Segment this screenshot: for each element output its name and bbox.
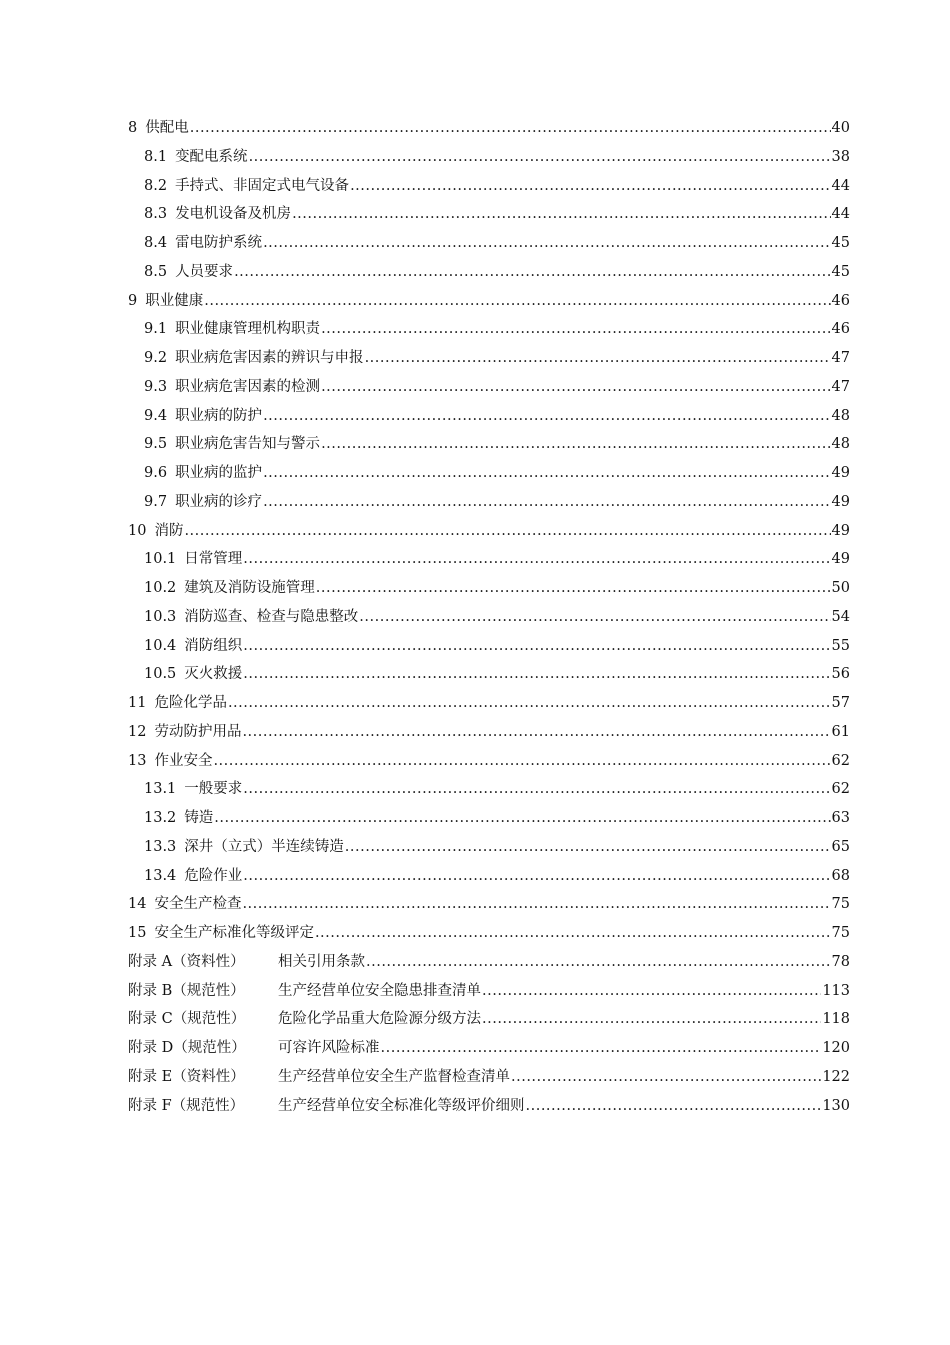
toc-entry-title: 相关引用条款	[278, 953, 365, 970]
toc-entry-number: 9.4	[144, 407, 168, 424]
toc-entry-page-number: 48	[831, 436, 850, 453]
toc-entry-title: 职业病危害因素的辨识与申报	[175, 350, 364, 366]
toc-entry-number: 9.1	[144, 321, 168, 338]
toc-entry-title: 消防组织	[184, 637, 243, 654]
dot-leader	[526, 1092, 822, 1121]
toc-entry[interactable]	[128, 718, 850, 747]
toc-entry-page-number: 48	[831, 407, 850, 424]
toc-entry-number: 10.2	[144, 580, 177, 596]
dot-leader	[243, 632, 830, 661]
toc-entry-page-number: 113	[822, 982, 850, 999]
toc-entry-number: 15	[128, 925, 147, 941]
toc-entry-title: 日常管理	[184, 551, 243, 568]
toc-entry-number: 13	[128, 752, 147, 769]
dot-leader	[214, 804, 830, 833]
dot-leader	[242, 890, 830, 919]
toc-entry-title: 危险化学品	[154, 695, 227, 711]
toc-entry-page-number: 45	[831, 235, 850, 251]
toc-appendix-entry[interactable]	[128, 977, 850, 1006]
toc-entry-title: 生产经营单位安全标准化等级评价细则	[278, 1097, 525, 1114]
toc-entry-page-number: 47	[831, 378, 850, 395]
dot-leader	[365, 344, 831, 373]
toc-entry-number: 8	[128, 120, 138, 136]
toc-entry[interactable]	[128, 402, 850, 431]
toc-entry-title: 作业安全	[154, 752, 213, 769]
dot-leader	[292, 200, 830, 229]
toc-entry-title: 雷电防护系统	[175, 235, 263, 251]
toc-entry-number: 9.5	[144, 436, 168, 453]
toc-entry-number: 9	[128, 292, 138, 309]
toc-entry-title: 建筑及消防设施管理	[184, 580, 315, 596]
toc-entry-title: 安全生产标准化等级评定	[154, 925, 314, 941]
dot-leader	[242, 718, 830, 747]
toc-entry-number: 14	[128, 896, 147, 913]
toc-entry-number: 8.2	[144, 177, 168, 194]
toc-entry[interactable]	[128, 344, 850, 373]
toc-entry-title: 职业健康	[145, 292, 204, 309]
toc-entry-number: 附录 D（规范性）	[128, 1040, 246, 1056]
toc-entry[interactable]	[128, 200, 850, 229]
dot-leader	[243, 775, 830, 804]
dot-leader	[249, 143, 831, 172]
toc-entry-number: 9.6	[144, 465, 168, 481]
dot-leader	[366, 948, 831, 977]
toc-entry[interactable]	[128, 517, 850, 546]
toc-entry-page-number: 65	[831, 838, 850, 855]
dot-leader	[243, 545, 830, 574]
toc-appendix-entry[interactable]	[128, 1005, 850, 1034]
toc-entry-title: 职业病的防护	[175, 407, 263, 424]
toc-entry-number: 11	[128, 695, 147, 711]
toc-entry-title: 变配电系统	[175, 148, 248, 165]
table-of-contents	[128, 114, 850, 1120]
toc-entry-title: 职业病的诊疗	[175, 493, 263, 510]
toc-entry-number: 8.4	[144, 235, 168, 251]
toc-entry[interactable]	[128, 833, 850, 862]
toc-entry-page-number: 57	[831, 695, 850, 711]
toc-entry[interactable]	[128, 315, 850, 344]
toc-entry-title: 生产经营单位安全生产监督检查清单	[278, 1068, 510, 1085]
toc-entry-title: 消防	[154, 522, 184, 539]
toc-entry-number: 13.1	[144, 781, 177, 798]
toc-entry-number: 9.3	[144, 378, 168, 395]
toc-entry-page-number: 75	[831, 896, 850, 913]
toc-entry-page-number: 130	[822, 1097, 850, 1114]
toc-entry-title: 职业病危害因素的检测	[175, 378, 321, 395]
toc-entry-title: 供配电	[145, 120, 189, 136]
toc-entry-number: 附录 E（资料性）	[128, 1068, 245, 1085]
toc-entry[interactable]	[128, 287, 850, 316]
toc-entry-page-number: 68	[831, 867, 850, 884]
dot-leader	[350, 172, 830, 201]
toc-entry[interactable]	[128, 747, 850, 776]
toc-entry-page-number: 47	[831, 350, 850, 366]
toc-entry-title: 发电机设备及机房	[175, 206, 292, 223]
toc-entry-page-number: 49	[831, 522, 850, 539]
dot-leader	[204, 287, 830, 316]
toc-entry[interactable]	[128, 603, 850, 632]
toc-entry-page-number: 55	[831, 637, 850, 654]
dot-leader	[184, 517, 830, 546]
toc-entry-title: 一般要求	[184, 781, 243, 798]
toc-entry-number: 9.2	[144, 350, 168, 366]
toc-entry-title: 人员要求	[175, 263, 234, 280]
toc-entry-page-number: 122	[822, 1068, 850, 1085]
toc-entry-page-number: 38	[831, 148, 850, 165]
toc-entry-title: 危险化学品重大危险源分级方法	[278, 1011, 481, 1028]
dot-leader	[263, 229, 830, 258]
toc-entry-title: 生产经营单位安全隐患排查清单	[278, 982, 481, 999]
dot-leader	[263, 402, 830, 431]
toc-entry[interactable]	[128, 775, 850, 804]
toc-entry-page-number: 50	[831, 580, 850, 596]
toc-entry-number: 13.4	[144, 867, 177, 884]
toc-entry-number: 8.5	[144, 263, 168, 280]
toc-entry-number: 10.5	[144, 666, 177, 683]
toc-entry[interactable]	[128, 804, 850, 833]
dot-leader	[482, 977, 821, 1006]
toc-entry-number: 附录 A（资料性）	[128, 953, 245, 970]
toc-entry[interactable]	[128, 459, 850, 488]
dot-leader	[321, 315, 830, 344]
toc-entry[interactable]	[128, 689, 850, 718]
toc-entry-title: 安全生产检查	[154, 896, 242, 913]
toc-entry-page-number: 49	[831, 493, 850, 510]
toc-entry-number: 8.3	[144, 206, 168, 223]
toc-entry-number: 13.3	[144, 838, 177, 855]
toc-entry-number: 10.1	[144, 551, 177, 568]
toc-appendix-entry[interactable]	[128, 948, 850, 977]
toc-entry-page-number: 46	[831, 292, 850, 309]
toc-entry[interactable]	[128, 430, 850, 459]
toc-entry-page-number: 120	[822, 1040, 850, 1056]
toc-entry[interactable]	[128, 919, 850, 948]
toc-entry[interactable]	[128, 660, 850, 689]
dot-leader	[345, 833, 831, 862]
dot-leader	[511, 1063, 821, 1092]
toc-entry-number: 10	[128, 522, 147, 539]
toc-entry-title: 可容许风险标准	[278, 1040, 380, 1056]
toc-entry-number: 附录 C（规范性）	[128, 1011, 246, 1028]
toc-entry-page-number: 44	[831, 177, 850, 194]
toc-entry-page-number: 63	[831, 810, 850, 826]
dot-leader	[321, 373, 830, 402]
dot-leader	[190, 114, 831, 143]
toc-entry-page-number: 75	[831, 925, 850, 941]
dot-leader	[243, 660, 830, 689]
toc-entry-title: 职业健康管理机构职责	[175, 321, 321, 338]
toc-entry-page-number: 118	[822, 1011, 850, 1028]
toc-entry[interactable]	[128, 890, 850, 919]
toc-entry-title: 消防巡查、检查与隐患整改	[184, 608, 359, 625]
toc-entry-page-number: 49	[831, 551, 850, 568]
toc-entry-number: 9.7	[144, 493, 168, 510]
toc-entry-page-number: 45	[831, 263, 850, 280]
toc-entry-title: 灭火救援	[184, 666, 243, 683]
toc-entry-title: 职业病危害告知与警示	[175, 436, 321, 453]
toc-entry[interactable]	[128, 143, 850, 172]
dot-leader	[315, 919, 831, 948]
toc-entry[interactable]	[128, 172, 850, 201]
toc-entry-page-number: 46	[831, 321, 850, 338]
toc-appendix-entry[interactable]	[128, 1092, 850, 1121]
dot-leader	[321, 430, 830, 459]
toc-entry-title: 手持式、非固定式电气设备	[175, 177, 350, 194]
toc-entry-page-number: 62	[831, 781, 850, 798]
dot-leader	[234, 258, 830, 287]
toc-entry[interactable]	[128, 229, 850, 258]
toc-entry-page-number: 61	[831, 723, 850, 740]
toc-entry-page-number: 49	[831, 465, 850, 481]
toc-entry-title: 劳动防护用品	[154, 723, 242, 740]
toc-entry[interactable]	[128, 488, 850, 517]
dot-leader	[381, 1034, 822, 1063]
toc-entry[interactable]	[128, 862, 850, 891]
dot-leader	[316, 574, 831, 603]
toc-entry-page-number: 56	[831, 666, 850, 683]
dot-leader	[359, 603, 830, 632]
toc-entry[interactable]	[128, 574, 850, 603]
dot-leader	[263, 459, 830, 488]
toc-entry-page-number: 44	[831, 206, 850, 223]
toc-entry-number: 10.4	[144, 637, 177, 654]
toc-entry-title: 铸造	[184, 810, 214, 826]
toc-entry-title: 深井（立式）半连续铸造	[184, 838, 344, 855]
toc-appendix-entry[interactable]	[128, 1034, 850, 1063]
toc-entry-number: 10.3	[144, 608, 177, 625]
toc-entry[interactable]	[128, 373, 850, 402]
toc-entry[interactable]	[128, 258, 850, 287]
toc-entry[interactable]	[128, 114, 850, 143]
toc-entry-number: 13.2	[144, 810, 177, 826]
toc-entry-page-number: 78	[831, 953, 850, 970]
toc-entry-number: 附录 B（规范性）	[128, 982, 245, 999]
toc-entry-page-number: 40	[831, 120, 850, 136]
toc-entry-number: 8.1	[144, 148, 168, 165]
toc-entry-title: 职业病的监护	[175, 465, 263, 481]
dot-leader	[482, 1005, 821, 1034]
toc-entry-title: 危险作业	[184, 867, 243, 884]
toc-entry-page-number: 62	[831, 752, 850, 769]
toc-appendix-entry[interactable]	[128, 1063, 850, 1092]
dot-leader	[228, 689, 831, 718]
toc-entry[interactable]	[128, 545, 850, 574]
dot-leader	[243, 862, 830, 891]
toc-entry-page-number: 54	[831, 608, 850, 625]
dot-leader	[213, 747, 830, 776]
toc-entry-number: 12	[128, 723, 147, 740]
toc-entry[interactable]	[128, 632, 850, 661]
dot-leader	[263, 488, 830, 517]
toc-entry-number: 附录 F（规范性）	[128, 1097, 245, 1114]
